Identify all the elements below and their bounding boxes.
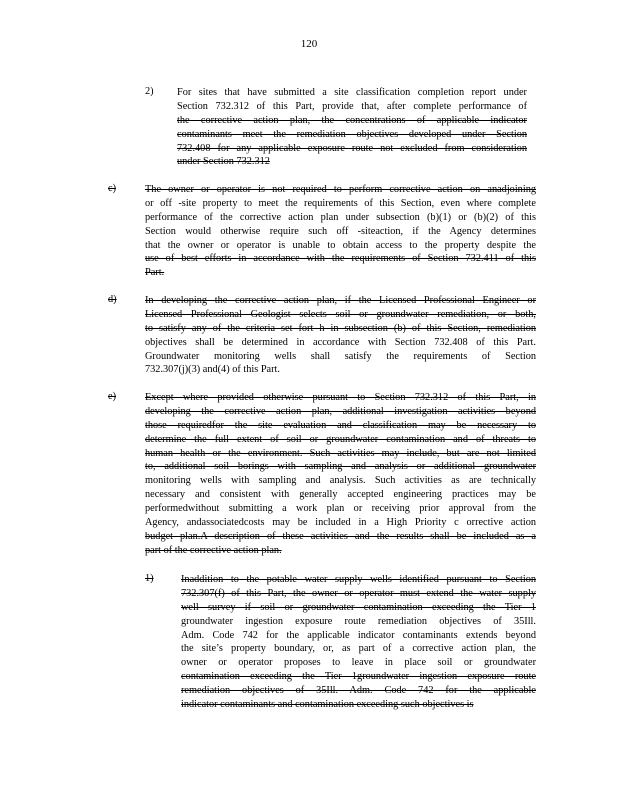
struck-text-line: developing the corrective action plan, additional investigation activities beyond [145,405,536,417]
struck-text-line: The owner or operator is not required to perform corrective action on anadjoining [145,184,536,195]
text-line: For sites that have submitted a site classification completion report under [177,87,527,98]
paragraph-item-1 [181,573,536,712]
text-line: Section would otherwise require such off -siteaction, if the Agency determines [145,225,536,237]
struck-text-line: well survey if soil or groundwater contamination exceeding the Tier 1 [181,601,536,613]
text-line: objectives shall be determined in accordance with Section 732.408 of this Part. [145,336,536,348]
text-line: the site’s property boundary, or, as part of a corrective action plan, the [181,643,536,655]
struck-text-line: In developing the corrective action plan, if the Licensed Professional Engineer or [145,295,536,306]
struck-text-line: to, additional soil borings with sampling and analysis or additional groundwater [145,461,536,473]
struck-text-line: indicator contaminants and contamination exceeding such objectives is [181,699,474,711]
struck-text-line: budget plan.A description of these activities and the results shall be included as a [145,530,536,542]
item-label: c) [108,183,116,194]
struck-text-line: those requiredfor the site evaluation and classification may be necessary to [145,419,536,431]
paragraph-item-e [145,391,536,558]
struck-text-line: contaminants meet the remediation objectives developed under Section [177,128,527,140]
text-line: monitoring wells with sampling and analysis. Such activities as are technically [145,475,536,487]
struck-text-line: 732.408 for any applicable exposure route not excluded from consideration [177,142,527,154]
struck-text-line: Part. [145,267,165,279]
struck-text-line: remediation objectives of 35Ill. Adm. Code 742 for the applicable [181,685,536,697]
item-label: 2) [145,86,154,97]
item-label: 1) [145,573,154,584]
text-line: Groundwater monitoring wells shall satisfy the requirements of Section [145,350,536,362]
page-number: 120 [300,38,318,50]
struck-text-line: human health or the environment. Such activities may include, but are not limited [145,447,536,459]
paragraph-item-2 [177,86,527,169]
struck-text-line: Inaddition to the potable water supply wells identified pursuant to Section [181,574,536,585]
text-line: necessary and consistent with generally accepted engineering practices may be [145,489,536,501]
struck-text-line: Licensed Professional Geologist selects soil or groundwater remediation, or both, [145,308,536,320]
text-line: that the owner or operator is unable to obtain access to the property despite the [145,239,536,251]
paragraph-item-c [145,183,536,280]
text-line: performedwithout submitting a work plan or receiving prior approval from the [145,503,536,515]
struck-text-line: 732.307(f) of this Part, the owner or operator must extend the water supply [181,587,536,599]
text-line: performance of the corrective action plan under subsection (b)(1) or (b)(2) of this [145,211,536,223]
struck-text-line: determine the full extent of soil or groundwater contamination and of threats to [145,433,536,445]
text-line: owner or operator proposes to leave in place soil or groundwater [181,657,536,669]
paragraph-item-d [145,294,536,377]
struck-text-line: under Section 732.312 [177,156,270,168]
item-label: e) [108,391,116,402]
text-line: Section 732.312 of this Part, provide that, after complete performance of [177,100,527,112]
struck-text-line: use of best efforts in accordance with the requirements of Section 732.411 of this [145,253,536,265]
item-label: d) [108,294,117,305]
struck-text-line: to satisfy any of the criteria set fort h in subsection (b) of this Section, remediation [145,322,536,334]
text-line: Agency, andassociatedcosts may be included in a High Priority c orrective action [145,517,536,529]
text-line: Adm. Code 742 for the applicable indicator contaminants extends beyond [181,629,536,641]
struck-text-line: Except where provided otherwise pursuant to Section 732.312 of this Part, in [145,392,536,403]
text-line: 732.307(j)(3) and(4) of this Part. [145,364,280,376]
struck-text-line: contamination exceeding the Tier 1groundwater ingestion exposure route [181,671,536,683]
text-line: or off -site property to meet the requirements of this Section, even where complete [145,197,536,209]
struck-text-line: the corrective action plan, the concentrations of applicable indicator [177,114,527,126]
struck-text-line: part of the corrective action plan. [145,544,282,556]
text-line: groundwater ingestion exposure route remediation objectives of 35Ill. [181,615,536,627]
